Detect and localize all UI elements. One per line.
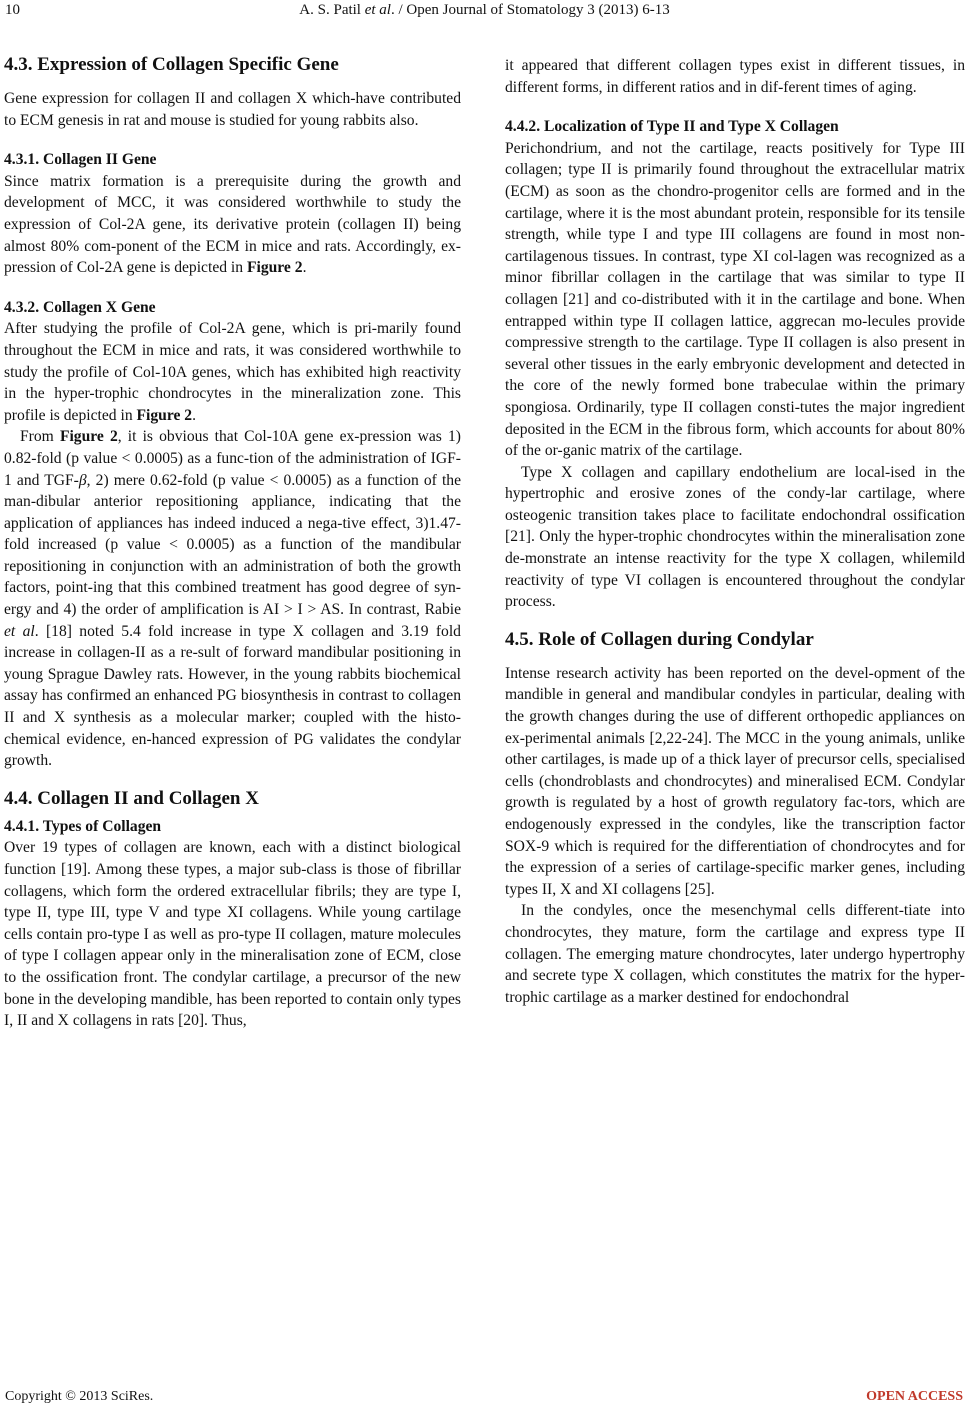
subsection-heading-4-4-2: 4.4.2. Localization of Type II and Type X Collagen [505, 118, 839, 136]
right-column [505, 55, 965, 1008]
paragraph: Perichondrium, and not the cartilage, reacts positively for Type III collagen; type II is primarily found throughout the extracellular matrix (ECM) as soon as the chondro-progenitor cells are formed and in the cartilage, where it is the most abundant protein, responsible for its tensile strength, while type I and type III collagens are found in most non-cartilagenous tissues. In contrast, type XI col-lagen was recognized as a minor fibrillar collagen in the cartilage that was similar to type II collagen [21] and co-distributed with it in the cartilage and bone. When entrapped within type II collagen lattice, aggrecan mo-lecules provide compressive strength to the cartilage. Type II collagen is also present in several other tissues in the early embryonic development and detected in the core of the newly formed bone trabeculae within the primary spongiosa. Ordinarily, type II collagen consti-tutes the major ingredient deposited in the ECM in the fibrous form, which accounts for about 80% of the or-ganic matrix of the cartilage. [505, 139, 965, 460]
subsection-heading-4-4-1: 4.4.1. Types of Collagen [4, 817, 162, 835]
section-heading-4-3: 4.3. Expression of Collagen Specific Gene [4, 54, 339, 75]
figure-ref: Figure 2 [59, 428, 118, 446]
paragraph: Over 19 types of collagen are known, each with a distinct biological function [19]. Among these types, a major sub-class is those of fibrillar collagens, which form the ordered extracellular fibrils; they are type I, type II, type III, type V and type XI collagens. While young cartilage cells contain pro-type I as well as pro-type II collagen, mature molecules of type I collagen appear only in the mineralisation zone of ECM, close to the ossification front. The condylar cartilage, a precursor of the new bone in the developing mandible, has been reported to contain only types I, II and X collagens in rats [20]. Thus, [4, 839, 461, 1030]
running-head: A. S. Patil et al. / Open Journal of Stomatology 3 (2013) 6-13 [299, 2, 670, 18]
paragraph: Intense research activity has been reported on the devel-opment of the mandible in general and mandibular condyles in particular, dealing with the growth changes during the use of different orthopedic appliances on ex-perimental animals [2,22-24]. The MCC in the young animals, unlike other cartilages, is made up of a thick layer of precursor cells, specialised cells (chondroblasts and chondrocytes) and mineralised ECM. Condylar growth is regulated by a host of growth regulatory fac-tors, which are endogenously expressed in the condyles, like the transcription factor SOX-9 which is required for the differentiation of chondrocytes and for the expression of a series of cartilage-specific marker genes, including types II, X and XI collagens [25]. [505, 664, 965, 898]
figure-ref: Figure 2 [246, 259, 303, 277]
paragraph: Gene expression for collagen II and collagen X which-have contributed to ECM genesis in rat and mouse is studied for young rabbits also. [4, 90, 461, 129]
section-heading-4-5: 4.5. Role of Collagen during Condylar [505, 628, 814, 650]
figure-ref: Figure 2 [136, 406, 193, 424]
paragraph: After studying the profile of Col-2A gene, which is pri-marily found throughout the ECM in mice and rats, it was considered worthwhile to study the profile of Col-10A genes, which has exhibited high reactivity in the hyper-trophic chondrocytes in the mineralization zone. This profile is depicted in Figure 2. [4, 320, 461, 424]
section-heading-4-4: 4.4. Collagen II and Collagen X [4, 787, 259, 809]
copyright: Copyright © 2013 SciRes. [5, 1389, 154, 1404]
paragraph: From Figure 2, it is obvious that Col-10A gene ex-pression was 1) 0.82-fold (p value < 0.0005) as a func-tion of the administration of IGF-1 and TGF-β, 2) mere 0.62-fold (p value < 0.0005) as a function of the man-dibular anterior repositioning appliance, indicating that the application of appliances has indeed induced a nega-tive effect, 3)1.47-fold increased (p value < 0.0005) as a function of the mandibular repositioning in conjunction with an administration of both the growth factors, point-ing that this combined treatment has good degree of syn-ergy and 4) the order of amplification is AI > I > AS. In contrast, Rabie et al. [18] noted 5.4 fold increase in type X collagen and 3.19 fold increase in collagen-II as a re-sult of forward mandibular positioning in young Sprague Dawley rats. However, in the young rabbits biochemical assay has confirmed an enhanced PG biosynthesis in contrast to collagen II and X synthesis as a molecular marker; coupled with the histo-chemical evidence, en-hanced expression of PG validates the condylar growth. [4, 428, 461, 770]
open-access-badge: OPEN ACCESS [866, 1389, 963, 1404]
paragraph: it appeared that different collagen types exist in different tissues, in different forms, in different ratios and in dif-ferent times of aging. [505, 57, 965, 96]
subsection-heading-4-3-1: 4.3.1. Collagen II Gene [4, 151, 157, 169]
paragraph: Since matrix formation is a prerequisite during the growth and development of MCC, it was considered worthwhile to study the expression of Col-2A gene, its derivative protein (collagen II) being almost 80% com-ponent of the ECM in mice and rats. Accordingly, ex-pression of Col-2A gene is depicted in Figure 2. [4, 172, 461, 277]
paragraph: In the condyles, once the mesenchymal cells different-tiate into chondrocytes, they mature, form the cartilage and express type II collagen. The emerging mature chondrocytes, later undergo hypertrophy and secrete type X collagen, which constitutes the matrix for the hyper-trophic cartilage as a marker destined for endochondral [505, 902, 965, 1006]
subsection-heading-4-3-2: 4.3.2. Collagen X Gene [4, 298, 156, 316]
page-number: 10 [5, 2, 20, 18]
left-column [4, 52, 461, 1032]
paragraph: Type X collagen and capillary endothelium are local-ised in the hypertrophic and erosive zones of the condy-lar cartilage, where osteogenic transition takes place to facilitate endochondral ossification [21]. Only the hyper-trophic chondrocytes within the mineralisation zone de-monstrate an intense reactivity for the type X collagen, whilemild reactivity of type VI collagen is encountered throughout the condylar process. [505, 463, 965, 611]
